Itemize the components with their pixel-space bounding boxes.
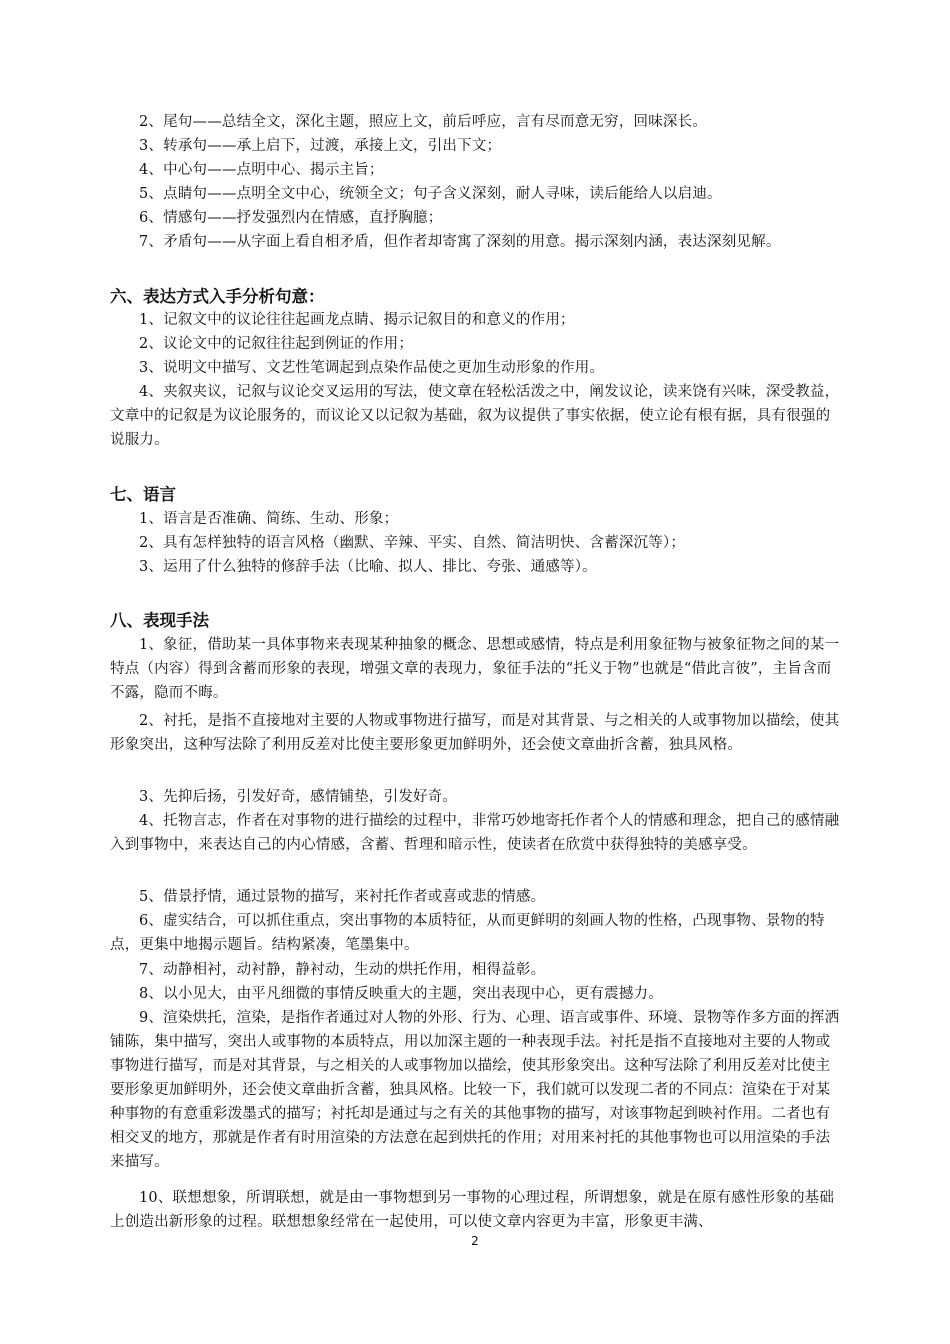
list-item: 6、情感句——抒发强烈内在情感，直抒胸臆； xyxy=(139,210,443,226)
list-item: 4、夹叙夹议，记叙与议论交叉运用的写法，使文章在轻松活泼之中，阐发议论，读来饶有兴味，深受教益，文章中的记叙是为议论服务的，而议论又以记叙为基础，叙为议提供了事实依据，使立论有根有据，具有很强的说服力。 xyxy=(110,384,840,448)
list-item: 2、具有怎样独特的语言风格（幽默、辛辣、平实、自然、简洁明快、含蓄深沉等）； xyxy=(139,535,686,551)
list-item: 10、联想想象，所谓联想，就是由一事物想到另一事物的心理过程，所谓想象，就是在原有感性形象的基础上创造出新形象的过程。联想想象经常在一起使用，可以使文章内容更为丰富，形象更丰满、 xyxy=(110,1190,835,1230)
list-item: 2、尾句——总结全文，深化主题，照应上文，前后呼应，言有尽而意无穷，回味深长。 xyxy=(139,114,708,130)
list-item: 1、象征，借助某一具体事物来表现某种抽象的概念、思想或感情，特点是利用象征物与被象征物之间的某一特点（内容）得到含蓄而形象的表现，增强文章的表现力，象征手法的“托义于物”也就是“借此言彼”，主旨含而不露，隐而不晦。 xyxy=(110,637,840,701)
list-item: 8、以小见大，由平凡细微的事情反映重大的主题，突出表现中心，更有震撼力。 xyxy=(139,986,663,1002)
section-heading: 七、语言 xyxy=(110,485,176,504)
list-item: 3、先抑后扬，引发好奇，感情铺垫，引发好奇。 xyxy=(139,789,458,805)
list-item: 3、转承句——承上启下，过渡，承接上文，引出下文； xyxy=(139,138,502,154)
section-heading: 八、表现手法 xyxy=(110,611,209,630)
list-item: 5、点睛句——点明全文中心，统领全文；句子含义深刻，耐人寻味，读后能给人以启迪。 xyxy=(139,186,722,202)
section-heading: 六、表达方式入手分析句意： xyxy=(110,287,325,306)
list-item: 1、记叙文中的议论往往起画龙点睛、揭示记叙目的和意义的作用； xyxy=(139,312,575,328)
list-item: 6、虚实结合，可以抓住重点，突出事物的本质特征，从而更鲜明的刻画人物的性格，凸现事物、景物的特点，更集中地揭示题旨。结构紧凑，笔墨集中。 xyxy=(110,913,825,953)
list-item: 7、动静相衬，动衬静，静衬动，生动的烘托作用，相得益彰。 xyxy=(139,962,546,978)
list-item: 3、说明文中描写、文艺性笔调起到点染作品使之更加生动形象的作用。 xyxy=(139,360,605,376)
list-item: 9、渲染烘托，渲染，是指作者通过对人物的外形、行为、心理、语言或事件、环境、景物等作多方面的挥洒铺陈，集中描写，突出人或事物的本质特点，用以加深主题的一种表现手法。衬托是指不直接地对主要的人物或事物进行描写，而是对其背景，与之相关的人或事物加以描绘，使其形象突出。这种写法除了利用反差对比使主要形象更加鲜明外，还会使文章曲折含蓄，独具风格。比较一下，我们就可以发现二者的不同点：渲染在于对某种事物的有意重彩泼墨式的描写；衬托却是通过与之有关的其他事物的描写，对该事物起到映衬作用。二者也有相交叉的地方，那就是作者有时用渲染的方法意在起到烘托的作用；对用来衬托的其他事物也可以用渲染的手法来描写。 xyxy=(110,1010,840,1170)
list-item: 2、议论文中的记叙往往起到例证的作用； xyxy=(139,336,414,352)
list-item: 2、衬托，是指不直接地对主要的人物或事物进行描写，而是对其背景、与之相关的人或事物加以描绘，使其形象突出，这种写法除了利用反差对比使主要形象更加鲜明外，还会使文章曲折含蓄，独具风格。 xyxy=(110,713,840,753)
list-item: 5、借景抒情，通过景物的描写，来衬托作者或喜或悲的情感。 xyxy=(139,889,546,905)
list-item: 3、运用了什么独特的修辞手法（比喻、拟人、排比、夸张、通感等）。 xyxy=(139,559,597,575)
page-number: 2 xyxy=(471,1234,479,1248)
list-item: 4、托物言志，作者在对事物的进行描绘的过程中，非常巧妙地寄托作者个人的情感和理念，把自己的感情融入到事物中，来表达自己的内心情感，含蓄、哲理和暗示性，使读者在欣赏中获得独特的美感享受。 xyxy=(110,813,840,853)
list-item: 7、矛盾句——从字面上看自相矛盾，但作者却寄寓了深刻的用意。揭示深刻内涵，表达深刻见解。 xyxy=(139,234,781,250)
list-item: 4、中心句——点明中心、揭示主旨； xyxy=(139,162,384,178)
list-item: 1、语言是否准确、简练、生动、形象； xyxy=(139,511,399,527)
